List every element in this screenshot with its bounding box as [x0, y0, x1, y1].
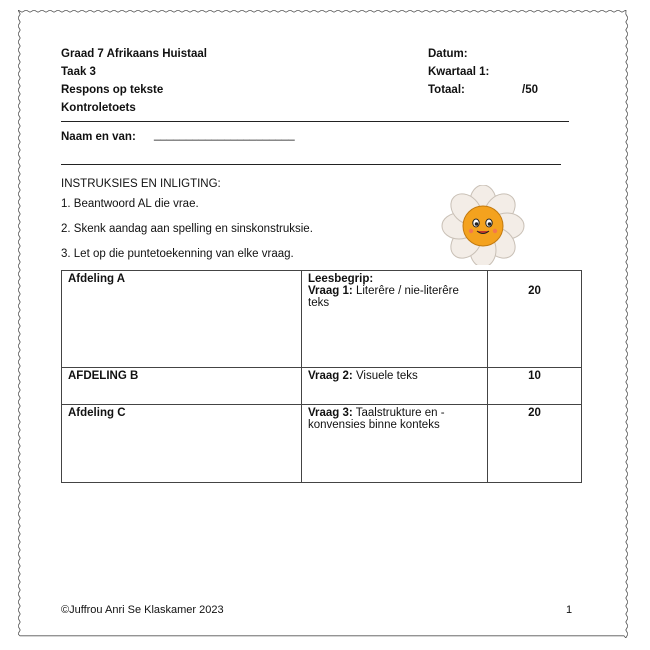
table-row: [62, 405, 582, 483]
section-name: Afdeling A: [62, 271, 302, 368]
question-line: [308, 285, 481, 309]
datum-label: Datum:: [428, 48, 468, 60]
copyright-footer: ©Juffrou Anri Se Klaskamer 2023: [61, 604, 224, 616]
totaal-value: /50: [522, 84, 538, 96]
table-row: [62, 271, 582, 368]
kwartaal-label: Kwartaal 1:: [428, 66, 490, 78]
section-heading: Leesbegrip:: [308, 273, 374, 285]
question-label: Vraag 2:: [308, 370, 353, 382]
question-text: Taalstrukture en -konvensies binne konteks: [308, 407, 445, 431]
instruction-item: 2. Skenk aandag aan spelling en sinskonstruksie.: [61, 223, 313, 235]
section-description: [302, 271, 488, 368]
smiling-flower-icon: [428, 185, 538, 265]
instruction-item: 1. Beantwoord AL die vrae.: [61, 198, 199, 210]
page-number: 1: [566, 604, 573, 616]
question-label: Vraag 1:: [308, 285, 353, 297]
section-points: 10: [488, 368, 582, 405]
name-divider: [61, 164, 561, 165]
question-line: [308, 370, 481, 382]
table-row: [62, 368, 582, 405]
section-points: 20: [488, 405, 582, 483]
section-points: 20: [488, 271, 582, 368]
section-name: AFDELING B: [62, 368, 302, 405]
section-name: Afdeling C: [62, 405, 302, 483]
question-label: Vraag 3:: [308, 407, 353, 419]
header-topic: Respons op tekste: [61, 84, 164, 96]
instructions-title: INSTRUKSIES EN INLIGTING:: [61, 178, 221, 190]
section-description: [302, 368, 488, 405]
question-text: Literêre / nie-literêre teks: [308, 285, 459, 309]
header-subject: Graad 7 Afrikaans Huistaal: [61, 48, 207, 60]
section-description: [302, 405, 488, 483]
sections-table: [61, 270, 582, 483]
question-line: [308, 407, 481, 431]
instruction-item: 3. Let op die puntetoekenning van elke vraag.: [61, 248, 294, 260]
name-label: Naam en van:: [61, 131, 136, 143]
question-text: Visuele teks: [352, 370, 418, 382]
name-input-line[interactable]: ______________________: [154, 129, 295, 141]
header-divider: [61, 121, 569, 122]
totaal-label: Totaal:: [428, 84, 465, 96]
header-test-type: Kontroletoets: [61, 102, 136, 114]
header-task: Taak 3: [61, 66, 96, 78]
